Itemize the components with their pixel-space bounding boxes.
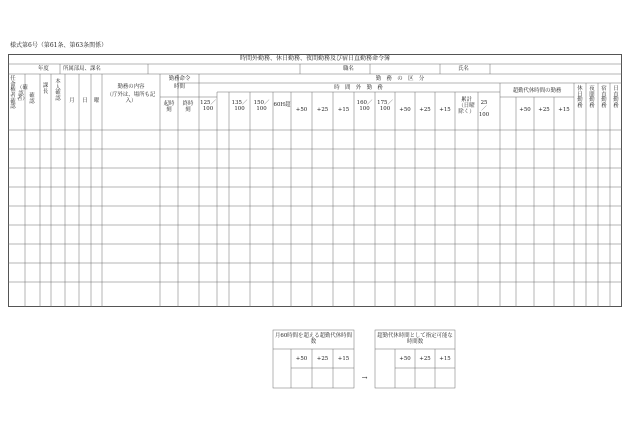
rate-175: 175／100 — [377, 100, 393, 113]
form-caption: 様式第6号（第61条、第63条関係） — [10, 42, 108, 49]
content-sub-header: （庁外は、場所も記入） — [106, 92, 156, 105]
day-header: 日 — [82, 98, 88, 104]
honnin-header: 本人確認 — [55, 79, 61, 103]
summary-left-plus50: +50 — [295, 356, 308, 362]
ruikei-header: 累計（日曜除く） — [458, 97, 475, 116]
bureau-label: 所属部局、課名 — [63, 66, 101, 72]
summary-right-plus15: +15 — [439, 356, 451, 362]
col-plus25-c: +25 — [538, 107, 550, 113]
rate-125: 125／100 — [200, 100, 216, 113]
col-plus25-a: +25 — [316, 107, 329, 113]
rate-135: 135／100 — [231, 100, 248, 113]
kubun-header: 勤 務 の 区 分 — [375, 76, 425, 82]
col-plus15-c: +15 — [558, 107, 570, 113]
form-title: 時間外勤務、休日勤務、夜間勤務及び宿日直勤務命令簿 — [239, 55, 390, 62]
order-header: 勤務命令 — [168, 76, 191, 82]
overtime-header: 時 間 外 勤 務 — [334, 85, 383, 91]
designee-header: （確認者） — [17, 85, 28, 103]
col-plus50-a: +50 — [295, 107, 308, 113]
weekday-header: 曜 — [93, 98, 100, 104]
shuku-header: 宿直勤務 — [601, 86, 607, 110]
rate-160: 160／100 — [356, 100, 373, 113]
col-plus50-c: +50 — [519, 107, 531, 113]
nichi-header: 日直勤務 — [613, 86, 619, 110]
kyujitsu-header: 休日勤務 — [577, 86, 583, 110]
yakan-header: 夜間勤務 — [589, 86, 595, 110]
daikyu-header: 超勤代休時間の勤務 — [512, 88, 562, 94]
order-time-header: 時間 — [174, 84, 185, 90]
rate-150: 150／100 — [253, 100, 270, 113]
summary-left-plus15: +15 — [337, 356, 350, 362]
summary-left-title: 月60時間を超える超勤代休時間数 — [275, 333, 352, 346]
over60-header: 60H超 — [273, 102, 291, 108]
summary-right-plus25: +25 — [419, 356, 431, 362]
nendo-label: 年度 — [38, 66, 49, 72]
col-plus25-b: +25 — [419, 107, 431, 113]
end-header: 終時刻 — [182, 101, 194, 114]
start-header: 起時刻 — [163, 101, 175, 114]
month-header: 月 — [69, 98, 75, 104]
post-label: 職名 — [343, 66, 354, 72]
approver-header: 任命権者確認 — [10, 76, 16, 111]
arrow-icon: → — [361, 374, 368, 382]
rate-25: 25／100 — [478, 100, 490, 119]
col-plus15-a: +15 — [337, 107, 350, 113]
content-header: 勤務の内容 — [117, 84, 145, 90]
summary-right-title: 超勤代休時間として指定可能な時間数 — [377, 333, 453, 346]
kacho-header: 課長 — [42, 83, 49, 95]
name-label: 氏名 — [458, 66, 469, 72]
shouninsha-header: 確認 — [29, 93, 35, 105]
summary-right-plus50: +50 — [399, 356, 411, 362]
summary-left-plus25: +25 — [316, 356, 329, 362]
col-plus50-b: +50 — [399, 107, 411, 113]
col-plus15-b: +15 — [439, 107, 451, 113]
